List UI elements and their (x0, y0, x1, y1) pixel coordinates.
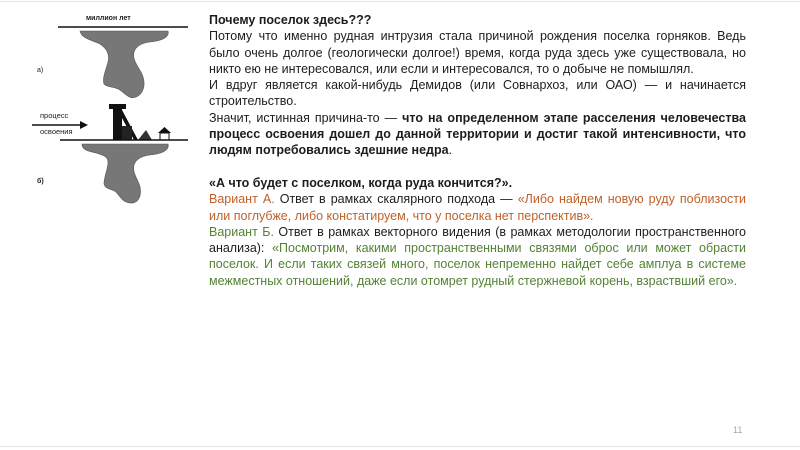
mine-building (122, 126, 132, 140)
label-scheme-a: а) (37, 67, 44, 74)
spacer (209, 159, 746, 175)
variant-b-label: Вариант Б. (209, 224, 274, 239)
paragraph-variant-b (209, 224, 746, 289)
page-number: 11 (733, 425, 743, 435)
label-process-line1: процесс (40, 111, 69, 120)
intrusion-shape-b (82, 144, 168, 203)
label-million-years: миллион лет (86, 15, 131, 22)
paragraph-demidov: И вдруг является какой-нибудь Демидов (или Совнархоз, или ОАО) — и начинается строительство. (209, 78, 746, 109)
variant-a-label: Вариант А. (209, 192, 275, 207)
slag-heap (138, 130, 152, 140)
slide-body-text (209, 12, 746, 289)
variant-a-mid: Ответ в рамках скалярного подхода — (274, 192, 518, 207)
house-roof (158, 127, 171, 133)
intrusion-diagram (20, 6, 205, 216)
process-arrow-head (80, 121, 88, 129)
true-cause-end: . (448, 143, 453, 158)
true-cause-lead: Значит, истинная причина-то — (209, 110, 403, 125)
top-divider (0, 1, 800, 2)
heading: Почему поселок здесь??? (209, 13, 372, 27)
mine-tower (113, 106, 122, 140)
bottom-divider (0, 446, 800, 447)
paragraph-reason: Потому что именно рудная интрузия стала причиной рождения поселка горняков. Ведь было очень долгое (геологически долгое!) время, когда руда здесь уже существовала, но никто ею не интересовался, или если и интересовался, то о добыче не помышлял. (209, 29, 746, 76)
label-process-line2: освоения (40, 127, 73, 136)
variant-b-mid: Ответ в рамках векторного видения (в рамках методологии пространственного анализа): (209, 224, 746, 256)
paragraph-variant-a (209, 191, 746, 224)
house-body (160, 133, 169, 140)
label-scheme-b: б) (37, 178, 44, 185)
paragraph-true-cause (209, 110, 746, 159)
variant-a-quote: «Либо найдем новую руду поблизости или поглубже, либо констатируем, что у поселка нет перспектив». (209, 192, 746, 223)
question: «А что будет с поселком, когда руда кончится?». (209, 175, 513, 190)
intrusion-shape-a (80, 31, 168, 98)
variant-b-quote: «Посмотрим, какими пространственными связями оброс или может обрасти поселок. И если таких связей много, поселок непременно найдет себе амплуа в системе межместных отношений, даже если отомрет рудный стержневой корень, взраствший его». (209, 241, 746, 288)
true-cause-bold: что на определенном этапе расселения человечества процесс освоения дошел до данной территории и достиг такой интенсивности, что людям потребовались здешние недра (209, 110, 746, 158)
mine-tower-head (109, 104, 126, 109)
